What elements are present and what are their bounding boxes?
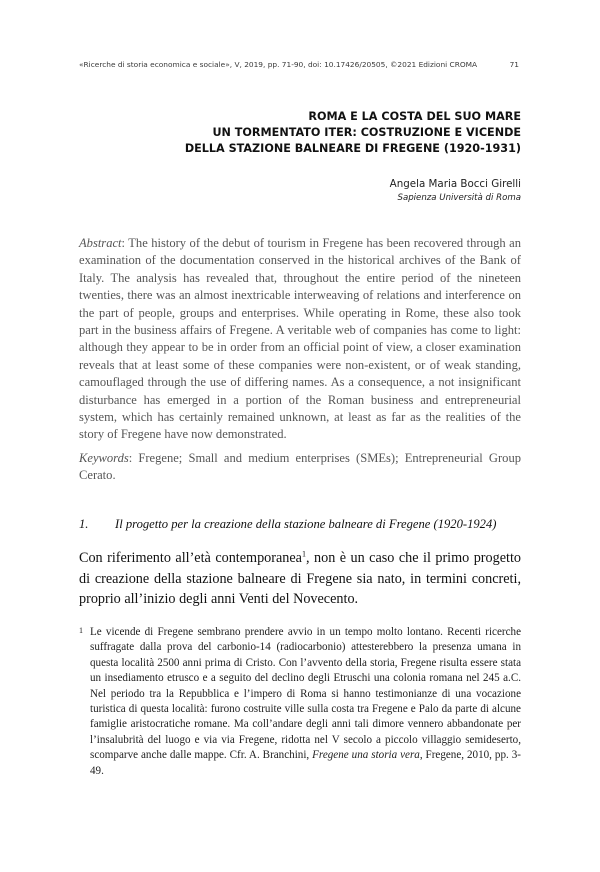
footnote-book-title: Fregene una storia vera — [312, 749, 420, 762]
footnote-tail: , Fregene, 2010, pp. 3-49. — [90, 749, 521, 777]
abstract-label: Abstract — [79, 236, 122, 250]
title-line: DELLA STAZIONE BALNEARE DI FREGENE (1920-1931) — [184, 142, 521, 155]
abstract — [79, 235, 521, 444]
section-number: 1. — [79, 517, 89, 531]
keywords-label: Keywords — [79, 451, 129, 465]
footnote-reference: 1 — [301, 549, 306, 559]
abstract-text: : The history of the debut of tourism in Fregene has been recovered through an examination of the documentation conserved in the historical archives of the Bank of Italy. The analysis has revealed that, throughout the entire period of the nineteen twenties, there was an almost inextricable interweaving of relations and interference on the part of people, groups and enterprises. While operating in Rome, these also took part in the business affairs of Fregene. A veritable web of companies has come to light: although they appear to be in order from an official point of view, a closer examination reveals that at least some of these companies were non-existent, or of weak standing, camouflaged through the use of differing names. As a consequence, a not insignificant disturbance has emerged in a portion of the Roman business and entrepreneurial system, which has certainly remained unknown, at least as far as the realities of the story of Fregene have now demonstrated. — [79, 236, 521, 442]
author-name: Angela Maria Bocci Girelli — [389, 178, 521, 190]
journal-reference: «Ricerche di storia economica e sociale», V, 2019, pp. 71-90, doi: 10.17426/20505, ©2021 Edizioni CROMA — [79, 60, 478, 69]
title-line: UN TORMENTATO ITER: COSTRUZIONE E VICENDE — [212, 126, 521, 139]
article-title — [81, 109, 521, 157]
page-number: 71 — [509, 60, 519, 69]
section-title: Il progetto per la creazione della stazione balneare di Fregene (1920-1924) — [115, 517, 497, 531]
body-paragraph — [79, 548, 521, 610]
author-affiliation: Sapienza Università di Roma — [397, 193, 521, 203]
footnote-mark: 1 — [79, 626, 83, 635]
footnote-text: Le vicende di Fregene sembrano prendere avvio in un tempo molto lontano. Recenti ricerche suffragate dalla prova del carbonio-14 (radiocarbonio) attesterebbero la presenza umana in questa località 2500 anni prima di Cristo. Con l’avvento della storia, Fregene risulta essere stata un insediamento etrusco e a seguito del declino degli Etruschi una colonia romana nel 245 a.C. Nel periodo tra la Repubblica e l’impero di Roma si hanno testimonianze di una vocazione turistica di questa località: furono costruite ville sulla costa tra Fregene e Palo da parte di alcune famiglie aristocratiche romane. Ma coll’andare degli anni tali dimore vennero abbandonate per l’insalubrità del luogo e via via Fregene, ridotta nel V secolo a piccolo villaggio semideserto, scomparve anche dalle mappe. Cfr. A. Branchini, — [90, 626, 521, 762]
keywords-text: : Fregene; Small and medium enterprises (SMEs); Entrepreneurial Group Cerato. — [79, 451, 521, 483]
footnote — [79, 625, 521, 779]
body-text-start: Con riferimento all’età contemporanea — [79, 550, 302, 566]
section-heading — [79, 517, 521, 532]
body-text-end: , non è un caso che il primo progetto di creazione della stazione balneare di Fregene sia nato, in termini concreti, proprio all’inizio degli anni Venti del Novecento. — [79, 550, 521, 608]
keywords — [79, 450, 521, 485]
title-line: ROMA E LA COSTA DEL SUO MARE — [308, 110, 521, 123]
footnote-body — [90, 625, 521, 779]
